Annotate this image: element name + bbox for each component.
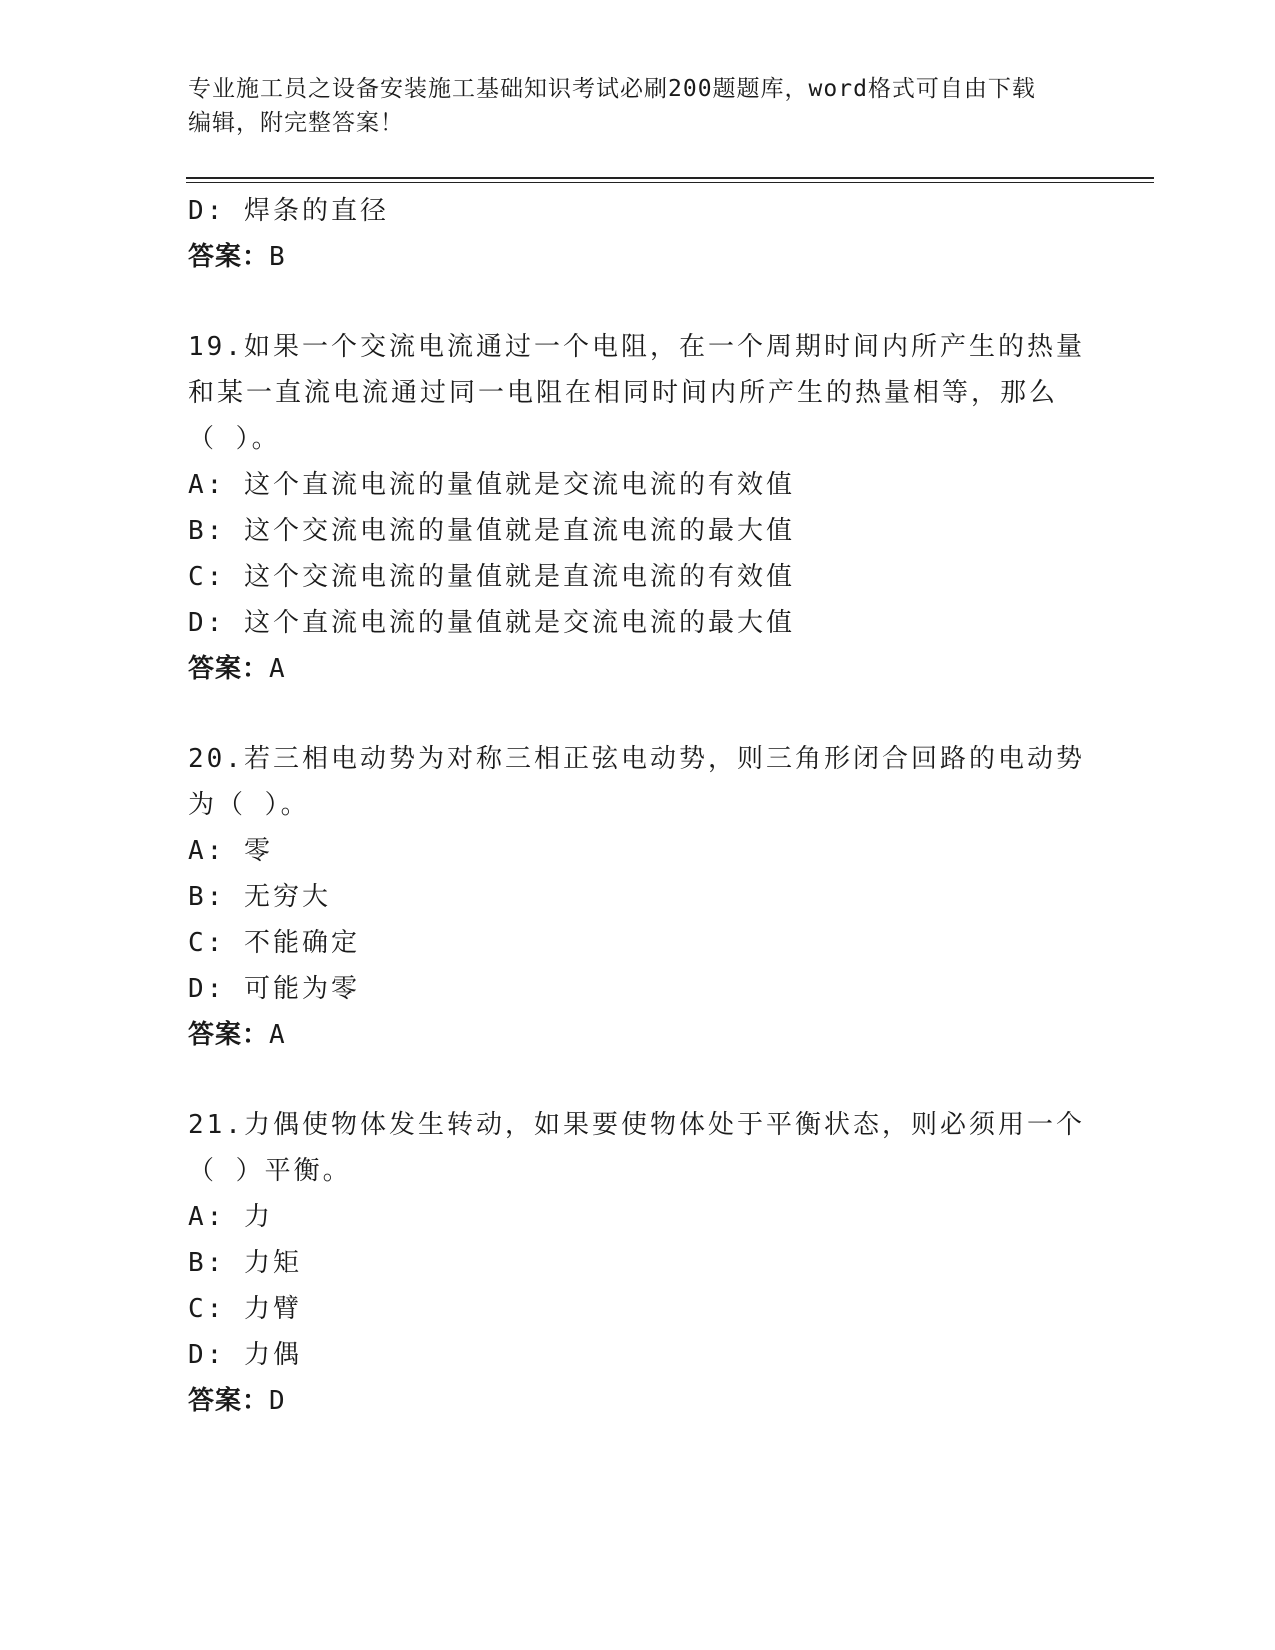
question-stem-line: （ ）。	[188, 424, 281, 454]
spacer	[188, 280, 1088, 324]
option-d: D: 可能为零	[188, 974, 360, 1004]
question-stem-line: 20.若三相电动势为对称三相正弦电动势，则三角形闭合回路的电动势	[188, 744, 1085, 774]
option-d: D: 这个直流电流的量值就是交流电流的最大值	[188, 608, 795, 638]
question-stem-line: （ ）平衡。	[188, 1156, 352, 1186]
question-19	[188, 324, 1088, 692]
header-rule-thin	[186, 182, 1154, 183]
option-b: B: 这个交流电流的量值就是直流电流的最大值	[188, 516, 795, 546]
page-header	[188, 72, 1088, 140]
question-20	[188, 736, 1088, 1058]
option-b: B: 力矩	[188, 1248, 302, 1278]
answer-value: D	[269, 1386, 286, 1416]
answer-label: 答案：	[188, 1020, 270, 1050]
option-d: D: 力偶	[188, 1340, 302, 1370]
previous-question-tail	[188, 188, 1088, 280]
question-21	[188, 1102, 1088, 1424]
answer-line	[188, 646, 1088, 692]
option-c: C: 不能确定	[188, 928, 360, 958]
spacer	[188, 1058, 1088, 1102]
option-a: A: 这个直流电流的量值就是交流电流的有效值	[188, 470, 795, 500]
answer-label: 答案：	[188, 654, 270, 684]
header-rule-thick	[186, 177, 1154, 179]
option-d: D: 焊条的直径	[188, 196, 389, 226]
answer-line	[188, 1012, 1088, 1058]
answer-line	[188, 234, 1088, 280]
header-line-2: 编辑，附完整答案！	[188, 110, 404, 136]
question-content	[188, 188, 1088, 1424]
option-c: C: 这个交流电流的量值就是直流电流的有效值	[188, 562, 795, 592]
spacer	[188, 692, 1088, 736]
question-stem-line: 和某一直流电流通过同一电阻在相同时间内所产生的热量相等，那么	[188, 378, 1059, 408]
option-c: C: 力臂	[188, 1294, 302, 1324]
question-stem-line: 19.如果一个交流电流通过一个电阻，在一个周期时间内所产生的热量	[188, 332, 1085, 362]
option-b: B: 无穷大	[188, 882, 331, 912]
question-stem-line: 21.力偶使物体发生转动，如果要使物体处于平衡状态，则必须用一个	[188, 1110, 1085, 1140]
question-stem-line: 为（ ）。	[188, 790, 310, 820]
answer-label: 答案：	[188, 1386, 270, 1416]
answer-value: A	[269, 1020, 286, 1050]
header-line-1: 专业施工员之设备安装施工基础知识考试必刷200题题库，word格式可自由下载	[188, 76, 1036, 102]
answer-value: B	[269, 242, 286, 272]
answer-value: A	[269, 654, 286, 684]
option-a: A: 零	[188, 836, 273, 866]
answer-label: 答案：	[188, 242, 270, 272]
option-a: A: 力	[188, 1202, 273, 1232]
answer-line	[188, 1378, 1088, 1424]
